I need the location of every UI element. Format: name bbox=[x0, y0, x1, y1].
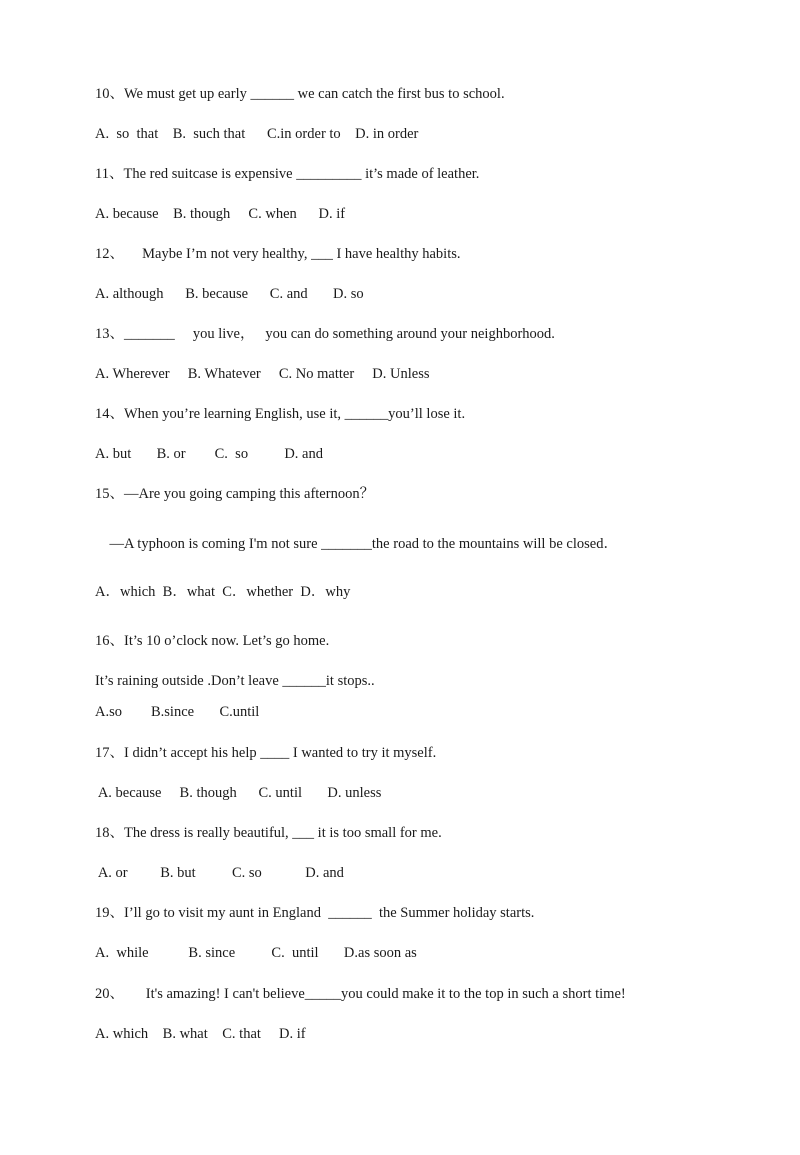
question-13-options: A. Wherever B. Whatever C. No matter D. Unless bbox=[95, 366, 430, 382]
question-11: 11、The red suitcase is expensive _________ it’s made of leather. bbox=[95, 166, 480, 182]
question-10-options: A. so that B. such that C.in order to D. in order bbox=[95, 126, 419, 142]
question-15-options: A．which B．what C．whether D．why bbox=[95, 584, 351, 600]
question-16-options: A.so B.since C.until bbox=[95, 704, 260, 720]
question-14-options: A. but B. or C. so D. and bbox=[95, 446, 323, 462]
question-19-options: A. while B. since C. until D.as soon as bbox=[95, 945, 417, 961]
question-12-options: A. although B. because C. and D. so bbox=[95, 286, 364, 302]
question-20: 20、 It's amazing! I can't believe_____you could make it to the top in such a short time! bbox=[95, 986, 626, 1002]
question-18-options: A. or B. but C. so D. and bbox=[95, 865, 344, 881]
question-16-reply: It’s raining outside .Don’t leave ______it stops.. bbox=[95, 673, 375, 689]
question-18: 18、The dress is really beautiful, ___ it is too small for me. bbox=[95, 825, 442, 841]
question-19: 19、I’ll go to visit my aunt in England ______ the Summer holiday starts. bbox=[95, 905, 535, 921]
question-15-reply: —A typhoon is coming I'm not sure _______the road to the mountains will be closed． bbox=[95, 536, 618, 552]
question-14: 14、When you’re learning English, use it, ______you’ll lose it. bbox=[95, 406, 466, 422]
question-12: 12、 Maybe I’m not very healthy, ___ I have healthy habits. bbox=[95, 246, 461, 262]
question-15: 15、—Are you going camping this afternoon？ bbox=[95, 486, 375, 502]
question-17: 17、I didn’t accept his help ____ I wanted to try it myself. bbox=[95, 745, 437, 761]
question-11-options: A. because B. though C. when D. if bbox=[95, 206, 346, 222]
question-20-options: A. which B. what C. that D. if bbox=[95, 1026, 306, 1042]
question-13: 13、_______ you live， you can do something around your neighborhood. bbox=[95, 326, 555, 342]
question-10: 10、We must get up early ______ we can catch the first bus to school. bbox=[95, 86, 505, 102]
question-17-options: A. because B. though C. until D. unless bbox=[95, 785, 382, 801]
question-16: 16、It’s 10 o’clock now. Let’s go home. bbox=[95, 633, 330, 649]
